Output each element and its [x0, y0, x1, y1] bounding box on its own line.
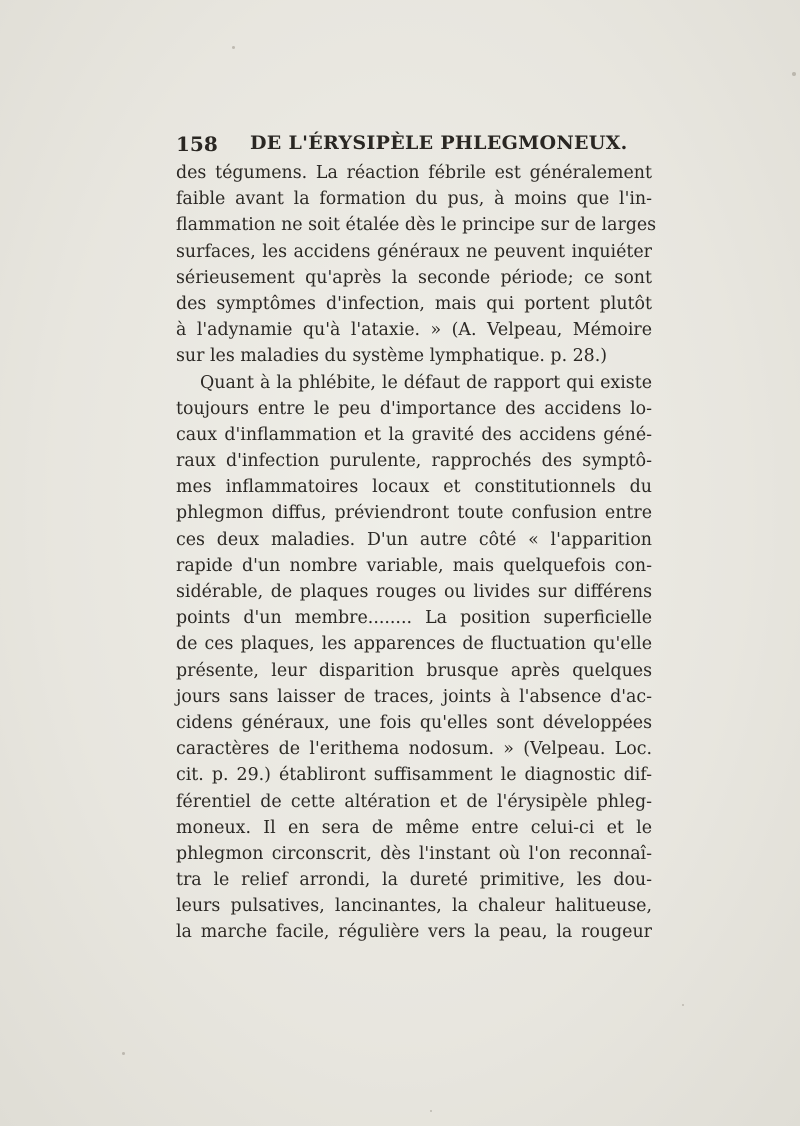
paper-speck — [682, 1004, 684, 1006]
text-line: toujours entre le peu d'importance des accidens lo- — [176, 398, 652, 419]
text-line: caractères de l'erithema nodosum. » (Velpeau. Loc. — [176, 739, 652, 760]
text-line: sidérable, de plaques rouges ou livides sur différens — [176, 582, 652, 602]
text-line: cidens généraux, une fois qu'elles sont développées — [176, 712, 652, 733]
text-line: tra le relief arrondi, la dureté primitive, les dou- — [176, 870, 652, 891]
text-line: ces deux maladies. D'un autre côté « l'apparition — [176, 529, 652, 550]
text-line: Quant à la phlébite, le défaut de rapport qui existe — [200, 372, 652, 393]
text-line: la marche facile, régulière vers la peau, la rougeur — [176, 922, 652, 943]
text-line: phlegmon diffus, préviendront toute confusion entre — [176, 503, 652, 524]
text-line: sérieusement qu'après la seconde période; ce sont — [176, 267, 652, 288]
text-line: sur les maladies du système lymphatique. p. 28.) — [176, 346, 608, 367]
text-line: jours sans laisser de traces, joints à l'absence d'ac- — [176, 686, 652, 707]
paper-speck — [122, 1052, 125, 1055]
text-line: points d'un membre........ La position superficielle — [176, 608, 652, 629]
text-line: leurs pulsatives, lancinantes, la chaleur halitueuse, — [176, 896, 652, 917]
text-line: férentiel de cette altération et de l'érysipèle phleg- — [176, 791, 652, 812]
text-line: des symptômes d'infection, mais qui portent plutôt — [176, 293, 652, 314]
text-line: cit. p. 29.) établiront suffisamment le diagnostic dif- — [176, 765, 652, 786]
text-line: rapide d'un nombre variable, mais quelquefois con- — [176, 555, 652, 576]
paper-speck — [792, 72, 796, 76]
text-line: présente, leur disparition brusque après quelques — [176, 660, 652, 681]
page-header — [176, 128, 636, 158]
text-line: surfaces, les accidens généraux ne peuvent inquiéter — [176, 241, 652, 262]
body-text — [176, 160, 657, 946]
text-line: faible avant la formation du pus, à moins que l'in- — [176, 189, 652, 210]
text-line: flammation ne soit étalée dès le principe sur de larges — [176, 215, 657, 236]
text-line: à l'adynamie qu'à l'ataxie. » (A. Velpeau, Mémoire — [176, 320, 652, 341]
running-title: DE L'ÉRYSIPÈLE PHLEGMONEUX. — [250, 132, 628, 154]
text-line: moneux. Il en sera de même entre celui-ci et le — [176, 817, 652, 838]
paper-speck — [430, 1110, 432, 1112]
text-line: des tégumens. La réaction fébrile est généralement — [176, 163, 652, 183]
text-line: mes inflammatoires locaux et constitutionnels du — [176, 477, 652, 498]
page-number: 158 — [176, 132, 218, 156]
paper-speck — [232, 46, 235, 49]
text-line: caux d'inflammation et la gravité des accidens géné- — [176, 424, 652, 445]
text-line: phlegmon circonscrit, dès l'instant où l'on reconnaî- — [176, 843, 652, 864]
text-line: de ces plaques, les apparences de fluctuation qu'elle — [176, 634, 652, 655]
text-line: raux d'infection purulente, rapprochés des symptô- — [176, 451, 652, 472]
